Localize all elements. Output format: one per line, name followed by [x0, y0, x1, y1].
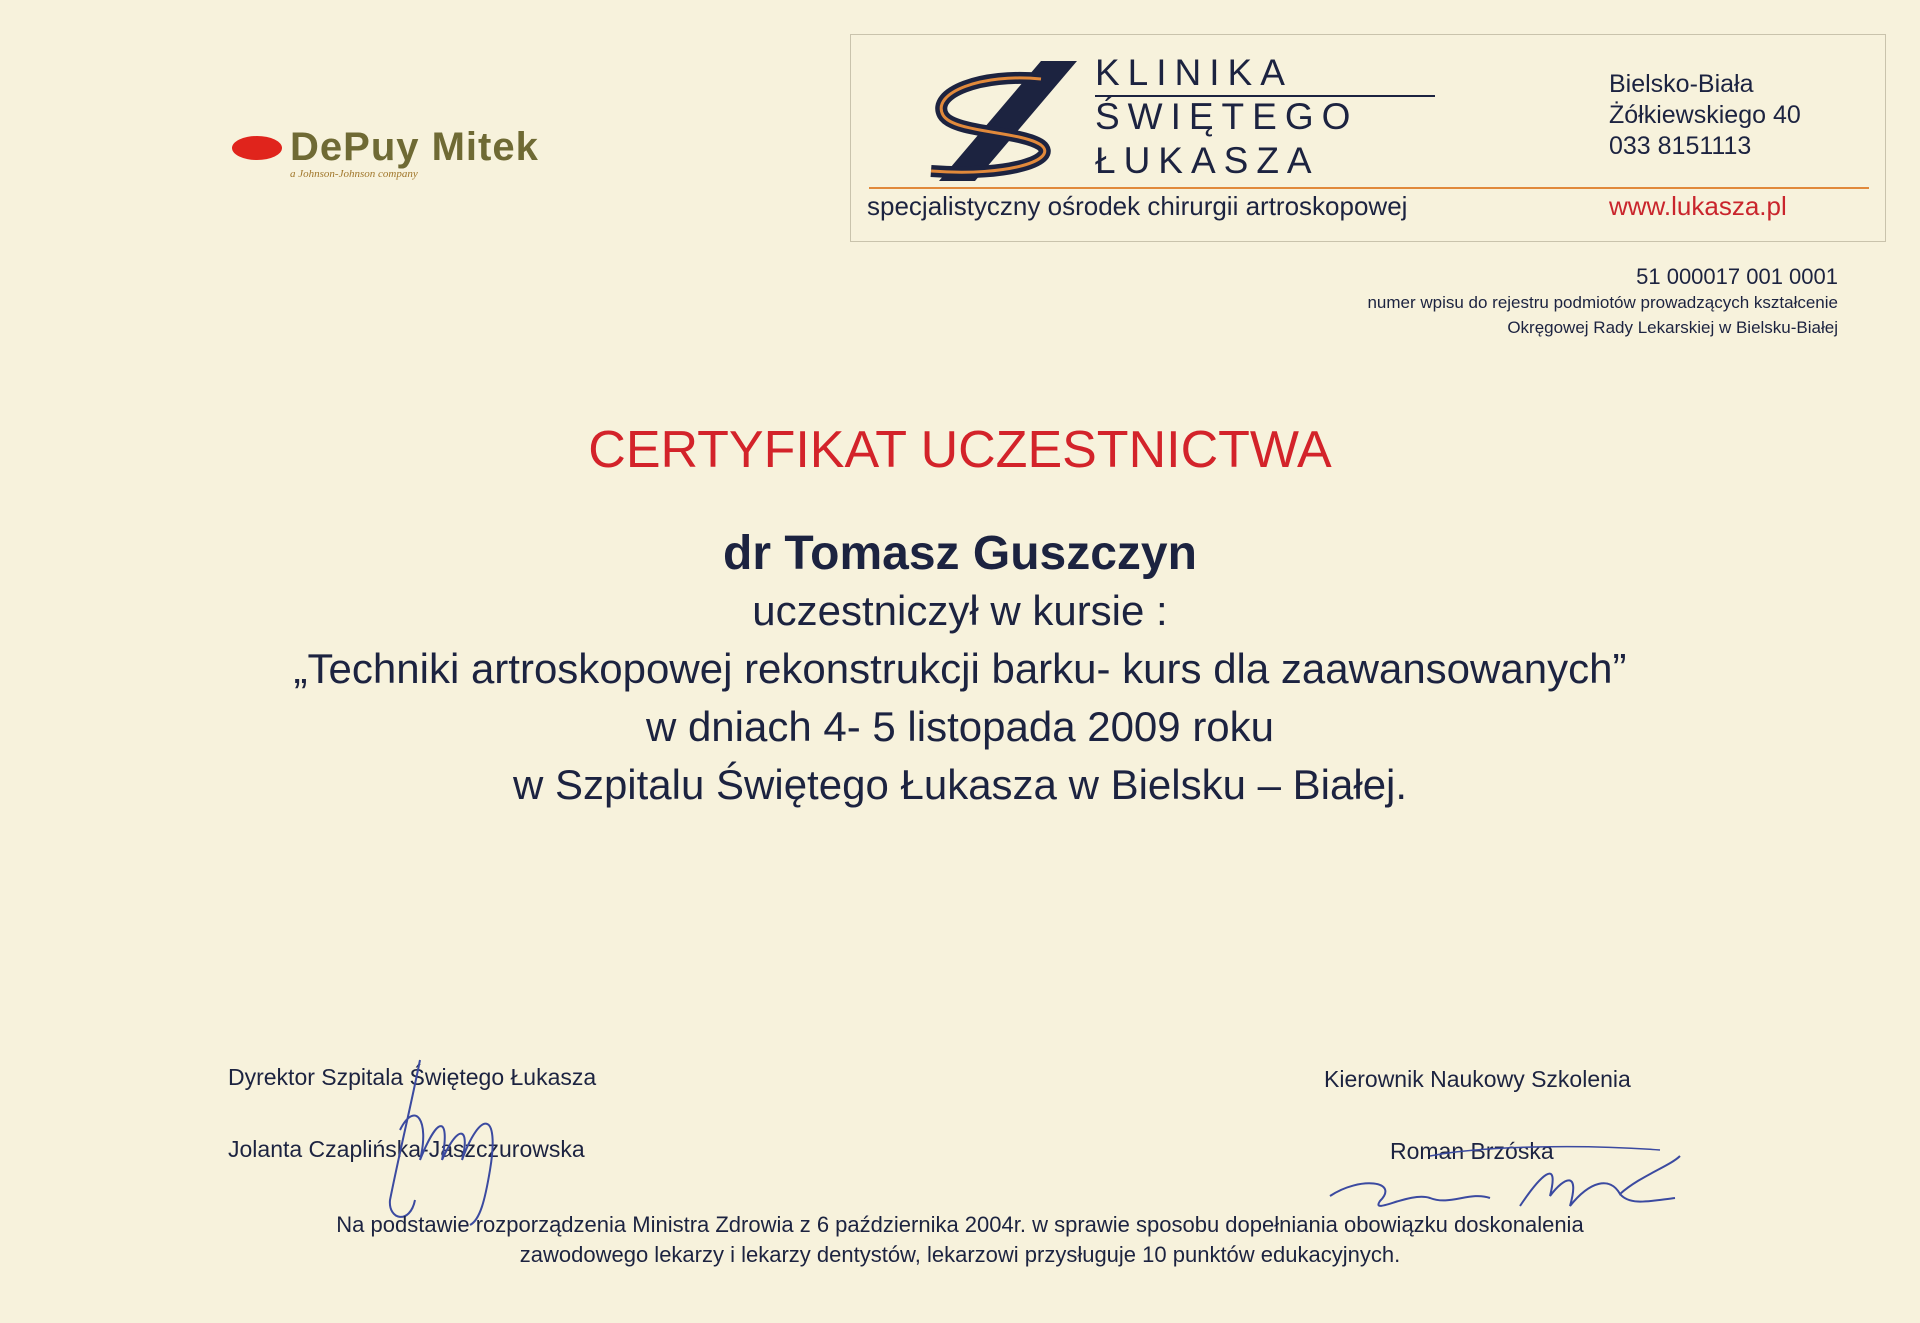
course-dates: w dniach 4- 5 listopada 2009 roku: [645, 703, 1275, 750]
participation-line: uczestniczył w kursie :: [752, 587, 1168, 634]
red-dot-icon: [232, 136, 282, 160]
depuy-logo-text: DePuy Mitek: [290, 125, 539, 169]
registry-desc-line1: numer wpisu do rejestru podmiotów prowadzących kształcenie: [1367, 293, 1838, 312]
clinic-city: Bielsko-Biała: [1609, 70, 1754, 98]
certificate-title: CERTYFIKAT UCZESTNICTWA: [588, 421, 1332, 479]
clinic-street: Żółkiewskiego 40: [1609, 101, 1801, 129]
depuy-logo-subtext: a Johnson-Johnson company: [290, 168, 418, 180]
clinic-name: [1081, 51, 1358, 183]
course-title: „Techniki artroskopowej rekonstrukcji barku- kurs dla zaawansowanych”: [293, 645, 1627, 692]
registry-desc-line2: Okręgowej Rady Lekarskiej w Bielsku-Białej: [1507, 318, 1838, 337]
footer-line1: Na podstawie rozporządzenia Ministra Zdrowia z 6 października 2004r. w sprawie sposobu dopełniania obowiązku doskonalenia: [336, 1212, 1584, 1237]
clinic-orange-divider: [869, 187, 1869, 189]
clinic-phone: 033 8151113: [1609, 132, 1752, 160]
footer-line2: zawodowego lekarzy i lekarzy dentystów, lekarzowi przysługuje 10 punktów edukacyjnych.: [519, 1242, 1401, 1267]
clinic-website: www.lukasza.pl: [1609, 191, 1787, 221]
clinic-name-line1: KLINIKA: [1095, 52, 1293, 93]
legal-footer: [0, 1210, 1920, 1270]
scientific-lead-name: Roman Brzóska: [1390, 1138, 1554, 1164]
clinic-name-line3: ŁUKASZA: [1095, 140, 1320, 181]
director-title: Dyrektor Szpitala Świętego Łukasza: [228, 1064, 597, 1090]
scientific-lead-title: Kierownik Naukowy Szkolenia: [1324, 1066, 1631, 1092]
course-location: w Szpitalu Świętego Łukasza w Bielsku – Białej.: [512, 761, 1408, 808]
registry-number: 51 000017 001 0001: [1636, 264, 1838, 289]
clinic-tagline: specjalistyczny ośrodek chirurgii artroskopowej: [867, 191, 1408, 221]
clinic-header: [850, 34, 1886, 242]
director-name: Jolanta Czaplińska-Jaszczurowska: [228, 1136, 585, 1162]
depuy-mitek-logo: [232, 126, 662, 186]
clinic-name-line2: ŚWIĘTEGO: [1095, 96, 1359, 137]
clinic-address: [1609, 69, 1801, 162]
certificate-body: [0, 420, 1920, 814]
director-signature-icon: [370, 1050, 540, 1230]
recipient-name: dr Tomasz Guszczyn: [723, 527, 1197, 580]
clinic-emblem-icon: [891, 53, 1081, 183]
registry-info: [1367, 264, 1838, 340]
